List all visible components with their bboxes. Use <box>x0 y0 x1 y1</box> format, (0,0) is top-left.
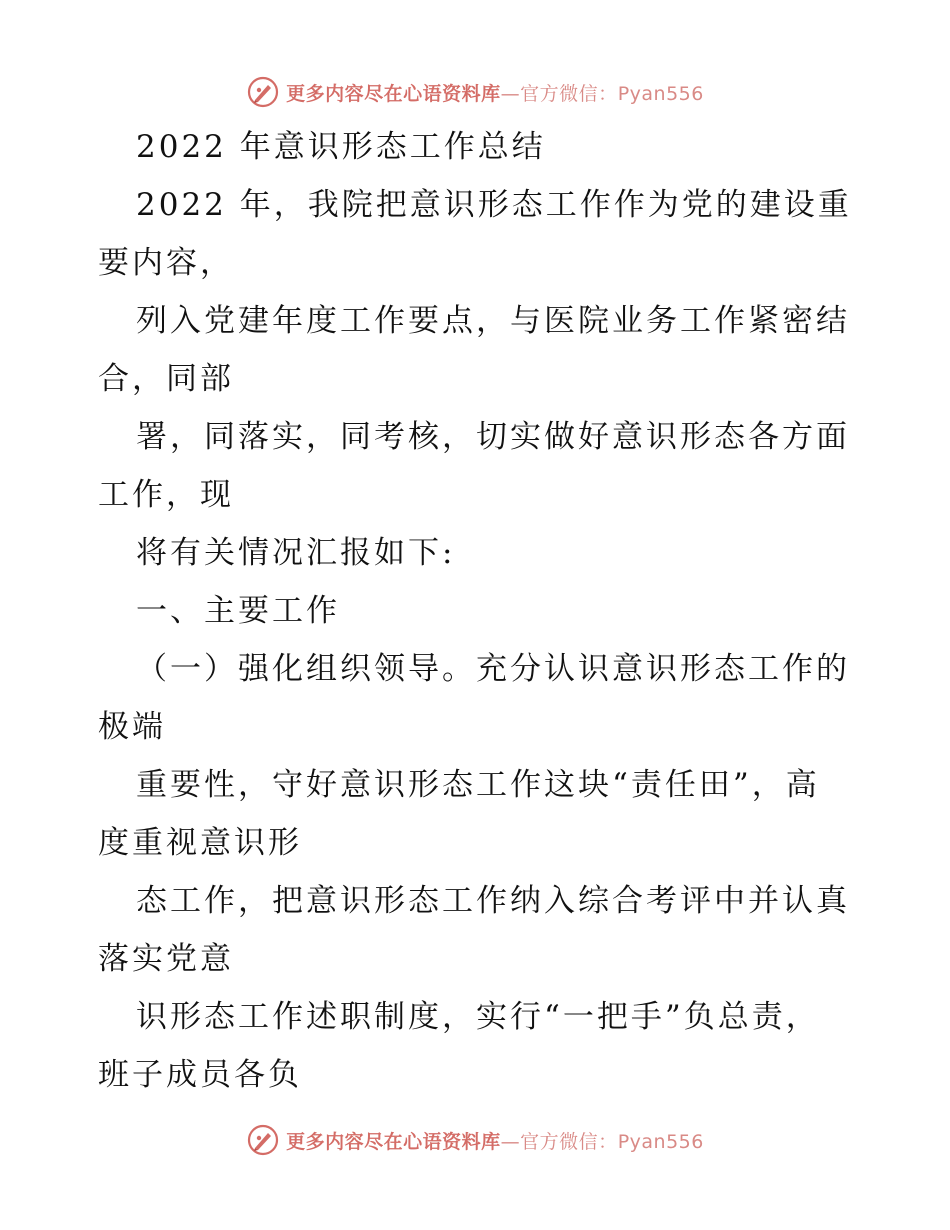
watermark-brand: 更多内容尽在心语资料库 <box>286 1130 501 1153</box>
watermark-separator: — <box>500 1130 521 1153</box>
text-line: 班子成员各负 <box>98 1057 302 1093</box>
text-line: 将有关情况汇报如下: <box>136 535 456 571</box>
watermark-text <box>286 79 704 106</box>
text-line: 落实党意 <box>98 941 234 977</box>
watermark-separator: — <box>500 82 521 105</box>
text-line: 列入党建年度工作要点，与医院业务工作紧密结 <box>136 303 850 339</box>
text-line: 度重视意识形 <box>98 825 302 861</box>
pen-logo-icon <box>246 75 280 109</box>
text-line: 工作，现 <box>98 477 234 513</box>
watermark-group <box>246 75 704 109</box>
pen-logo-icon <box>246 1123 280 1157</box>
text-line: 署，同落实，同考核，切实做好意识形态各方面 <box>136 419 850 455</box>
watermark-wechat-label: 官方微信： <box>520 82 618 105</box>
text-line: 要内容， <box>98 245 234 281</box>
watermark-banner-top <box>0 72 950 112</box>
text-line: 态工作，把意识形态工作纳入综合考评中并认真 <box>136 883 850 919</box>
watermark-wechat-id: Pyan556 <box>617 1130 704 1153</box>
text-line: （一）强化组织领导。充分认识意识形态工作的 <box>136 651 850 687</box>
watermark-banner-bottom <box>0 1120 950 1160</box>
text-line: 极端 <box>98 709 166 745</box>
watermark-group <box>246 1123 704 1157</box>
watermark-wechat-id: Pyan556 <box>617 82 704 105</box>
text-line: 识形态工作述职制度，实行“一把手”负总责， <box>136 999 820 1035</box>
text-line: 2022 年，我院把意识形态工作作为党的建设重 <box>136 187 852 223</box>
text-line: 一、主要工作 <box>136 593 340 629</box>
watermark-brand: 更多内容尽在心语资料库 <box>286 82 501 105</box>
watermark-text <box>286 1127 704 1154</box>
text-line: 合，同部 <box>98 361 234 397</box>
document-body <box>98 118 858 1104</box>
text-line: 重要性，守好意识形态工作这块“责任田”，高 <box>136 767 820 803</box>
document-title: 2022 年意识形态工作总结 <box>136 129 546 165</box>
watermark-wechat-label: 官方微信： <box>520 1130 618 1153</box>
